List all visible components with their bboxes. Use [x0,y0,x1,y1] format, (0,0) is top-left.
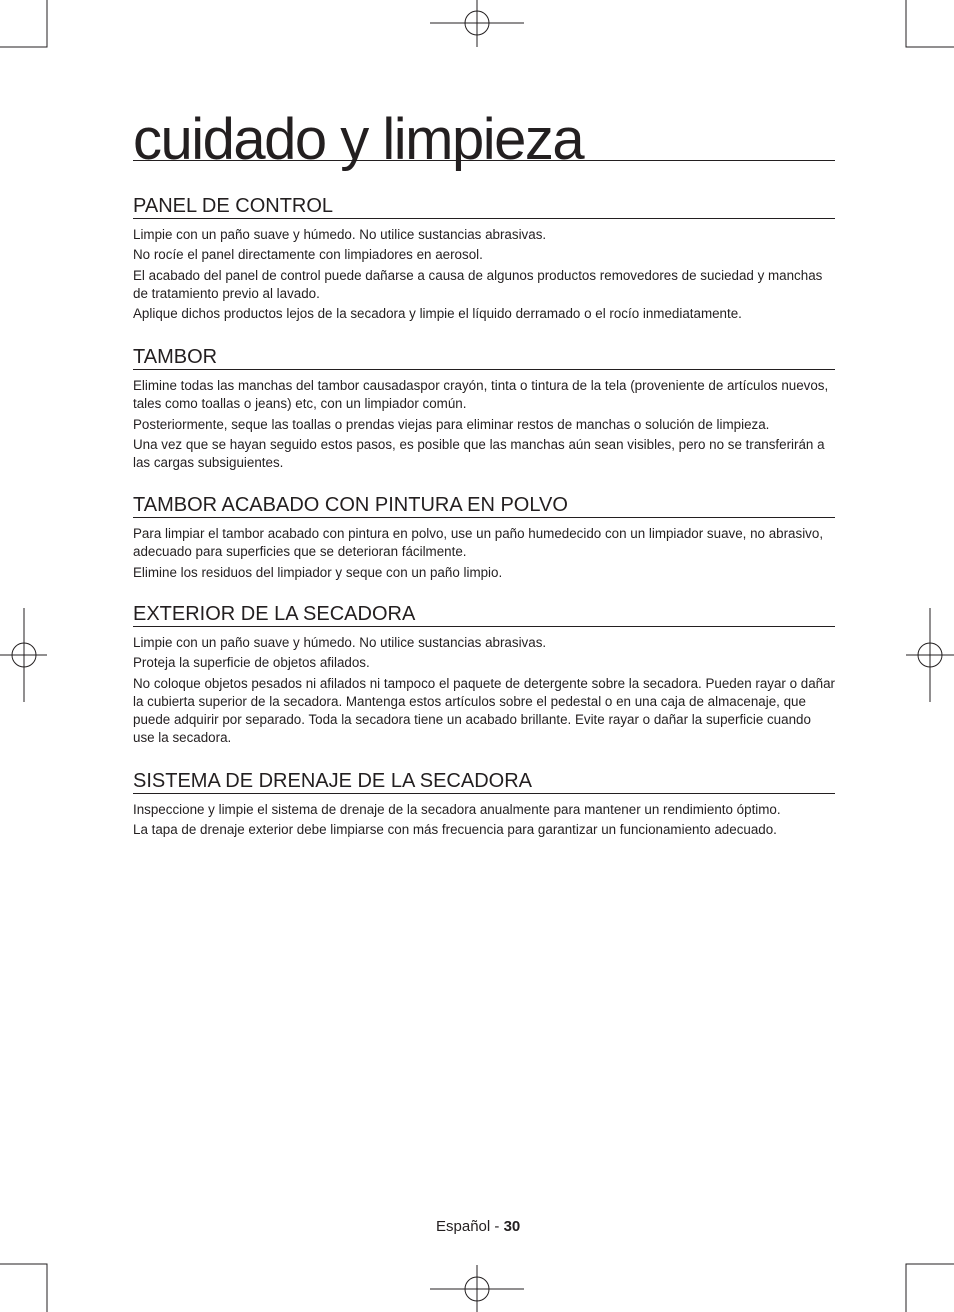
paragraph: El acabado del panel de control puede dañarse a causa de algunos productos removedores de suciedad y manchas de tratamiento previo al lavado. [133,267,823,301]
footer-separator: - [490,1218,504,1235]
section-heading: SISTEMA DE DRENAJE DE LA SECADORA [133,770,835,794]
page-title: cuidado y limpieza [133,104,835,161]
section-tambor [133,346,835,474]
section-heading: EXTERIOR DE LA SECADORA [133,603,835,627]
footer-language: Español [436,1218,491,1235]
paragraph: Inspeccione y limpie el sistema de drenaje de la secadora anualmente para mantener un rendimiento óptimo. [133,802,781,817]
paragraph: Elimine los residuos del limpiador y seque con un paño limpio. [133,564,503,580]
paragraph: Limpie con un paño suave y húmedo. No utilice sustancias abrasivas. [133,227,547,242]
section-heading: PANEL DE CONTROL [133,195,835,219]
paragraph: Aplique dichos productos lejos de la secadora y limpie el líquido derramado o el rocío inmediatamente. [133,306,742,322]
paragraph: La tapa de drenaje exterior debe limpiarse con más frecuencia para garantizar un funcionamiento adecuado. [133,822,777,838]
paragraph: Limpie con un paño suave y húmedo. No utilice sustancias abrasivas. [133,635,547,650]
section-panel-de-control [133,195,835,325]
section-heading: TAMBOR [133,346,835,370]
paragraph: No coloque objetos pesados ni afilados ni tampoco el paquete de detergente sobre la secadora. Pueden rayar o dañar la cubierta superior de la secadora. Mantenga estos artículos sobre el pedestal o en una caja de almacenaje, que puede adquirir por separado. Toda la secadora tiene un acabado brillante. Evite rayar o dañar la superficie cuando use la secadora. [133,675,836,746]
page-footer [436,1218,520,1235]
paragraph: Para limpiar el tambor acabado con pintura en polvo, use un paño humedecido con un limpiador suave, no abrasivo, adecuado para superficies que se deterioran fácilmente. [133,526,824,560]
section-sistema-drenaje [133,770,835,842]
paragraph: No rocíe el panel directamente con limpiadores en aerosol. [133,247,483,263]
paragraph: Una vez que se hayan seguido estos pasos, es posible que las manchas aún sean visibles, pero no se transferirán a las cargas subsiguientes. [133,436,825,471]
page-number: 30 [503,1218,521,1235]
paragraph: Elimine todas las manchas del tambor causadaspor crayón, tinta o tintura de la tela (proveniente de artículos nuevos, tales como toallas o jeans) etc, con un limpiador común. [133,378,829,412]
section-tambor-acabado [133,494,835,584]
paragraph: Proteja la superficie de objetos afilados. [133,655,370,671]
paragraph: Posteriormente, seque las toallas o prendas viejas para eliminar restos de manchas o solución de limpieza. [133,416,770,432]
section-exterior-secadora [133,603,835,750]
section-heading: TAMBOR ACABADO CON PINTURA EN POLVO [133,494,835,518]
